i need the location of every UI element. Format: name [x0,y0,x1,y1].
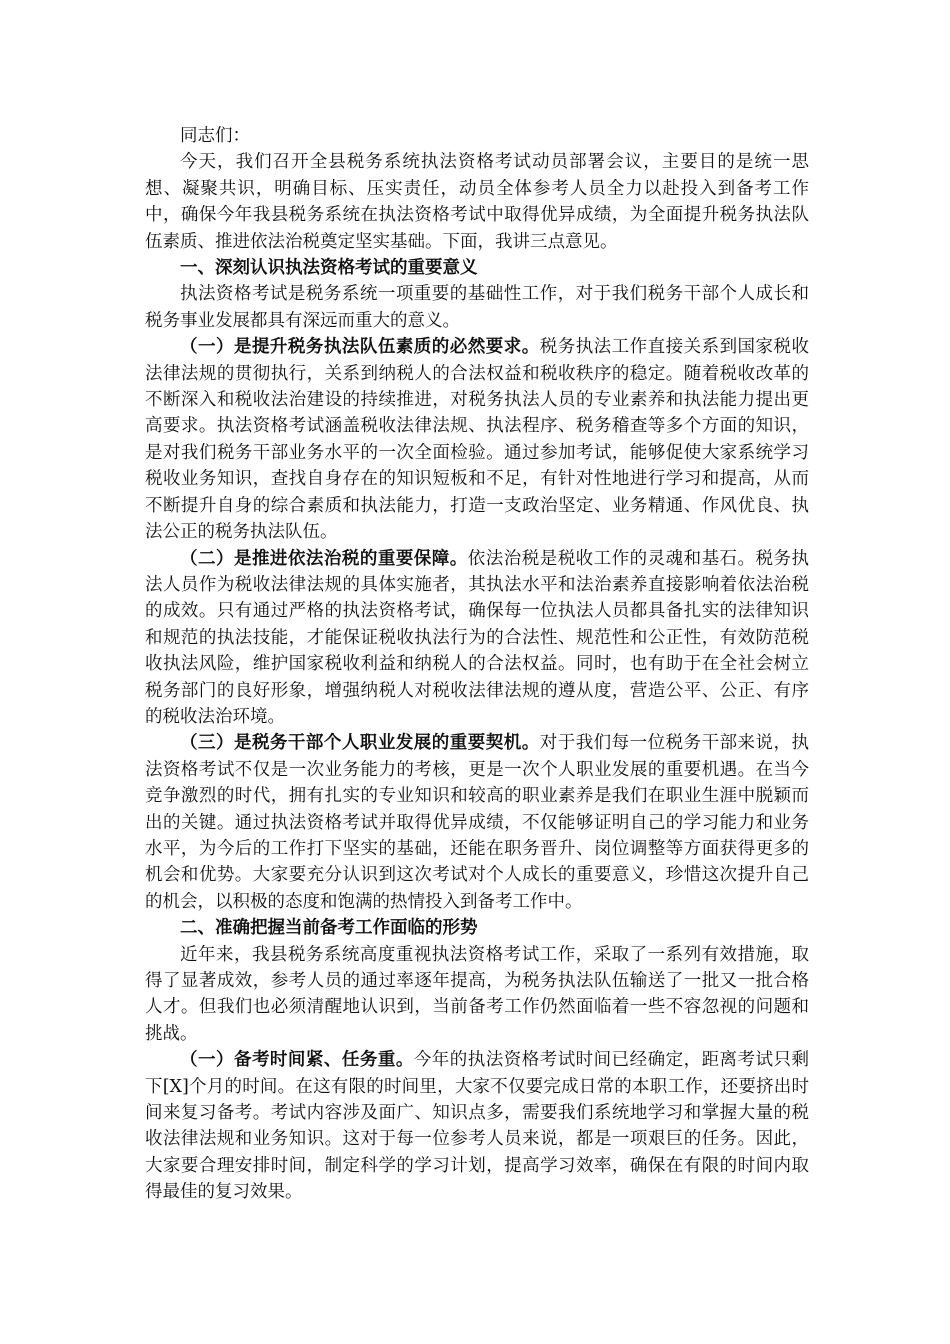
section-heading-2: 二、准确把握当前备考工作面临的形势 [180,918,478,939]
paragraph-intro: 今天，我们召开全县税务系统执法资格考试动员部署会议，主要目的是统一思想、凝聚共识，明确目标、压实责任，动员全体参考人员全力以赴投入到备考工作中，确保今年我县税务系统在执法资格考试中取得优异成绩，为全面提升税务执法队伍素质、推进依法治税奠定坚实基础。下面，我讲三点意见。 [145,152,809,252]
paragraph-1-1-lead: （一）是提升税务执法队伍素质的必然要求。 [180,337,540,358]
paragraph-1-1-body: 税务执法工作直接关系到国家税收法律法规的贯彻执行，关系到纳税人的合法权益和税收秩序的稳定。随着税收改革的不断深入和税收法治建设的持续推进，对税务执法人员的专业素养和执法能力提出更高要求。执法资格考试涵盖税收法律法规、执法程序、税务稽查等多个方面的知识，是对我们税务干部业务水平的一次全面检验。通过参加考试，能够促使大家系统学习税收业务知识，查找自身存在的知识短板和不足，有针对性地进行学习和提高，从而不断提升自身的综合素质和执法能力，打造一支政治坚定、业务精通、作风优良、执法公正的税务执法队伍。 [145,337,810,543]
paragraph-1-3-body: 对于我们每一位税务干部来说，执法资格考试不仅是一次业务能力的考核，更是一次个人职业发展的重要机遇。在当今竞争激烈的时代，拥有扎实的专业知识和较高的职业素养是我们在职业生涯中脱颖而出的关键。通过执法资格考试并取得优异成绩，不仅能够证明自己的学习能力和业务水平，为今后的工作打下坚实的基础，还能在职务晋升、岗位调整等方面获得更多的机会和优势。大家要充分认识到这次考试对个人成长的重要意义，珍惜这次提升自己的机会，以积极的态度和饱满的热情投入到备考工作中。 [145,733,810,912]
paragraph-2: 近年来，我县税务系统高度重视执法资格考试工作，采取了一系列有效措施，取得了显著成效，参考人员的通过率逐年提高，为税务执法队伍输送了一批又一批合格人才。但我们也必须清醒地认识到，当前备考工作仍然面临着一些不容忽视的问题和挑战。 [145,944,809,1044]
paragraph-1-3-lead: （三）是税务干部个人职业发展的重要契机。 [180,733,540,754]
paragraph-1-3 [145,730,809,915]
salutation: 同志们： [180,126,250,146]
paragraph-2-1-body: 今年的执法资格考试时间已经确定，距离考试只剩下[X]个月的时间。在这有限的时间里，大家不仅要完成日常的本职工作，还要挤出时间来复习备考。考试内容涉及面广、知识点多，需要我们系统地学习和掌握大量的税收法律法规和业务知识。这对于每一位参考人员来说，都是一项艰巨的任务。因此，大家要合理安排时间，制定科学的学习计划，提高学习效率，确保在有限的时间内取得最佳的复习效果。 [145,1050,810,1203]
paragraph-2-1 [145,1047,809,1205]
document-body [145,123,809,1206]
paragraph-2-1-lead: （一）备考时间紧、任务重。 [180,1050,414,1071]
paragraph-1-2-body: 依法治税是税收工作的灵魂和基石。税务执法人员作为税收法律法规的具体实施者，其执法水平和法治素养直接影响着依法治税的成效。只有通过严格的执法资格考试，确保每一位执法人员都具备扎实的法律知识和规范的执法技能，才能保证税收执法行为的合法性、规范性和公正性，有效防范税收执法风险，维护国家税收利益和纳税人的合法权益。同时，也有助于在全社会树立税务部门的良好形象，增强纳税人对税收法律法规的遵从度，营造公平、公正、有序的税收法治环境。 [145,548,809,727]
paragraph-1: 执法资格考试是税务系统一项重要的基础性工作，对于我们税务干部个人成长和税务事业发展都具有深远而重大的意义。 [145,284,809,331]
section-heading-1: 一、深刻认识执法资格考试的重要意义 [180,258,478,279]
paragraph-1-2-lead: （二）是推进依法治税的重要保障。 [180,548,468,569]
paragraph-1-1 [145,334,809,545]
paragraph-1-2 [145,546,809,731]
